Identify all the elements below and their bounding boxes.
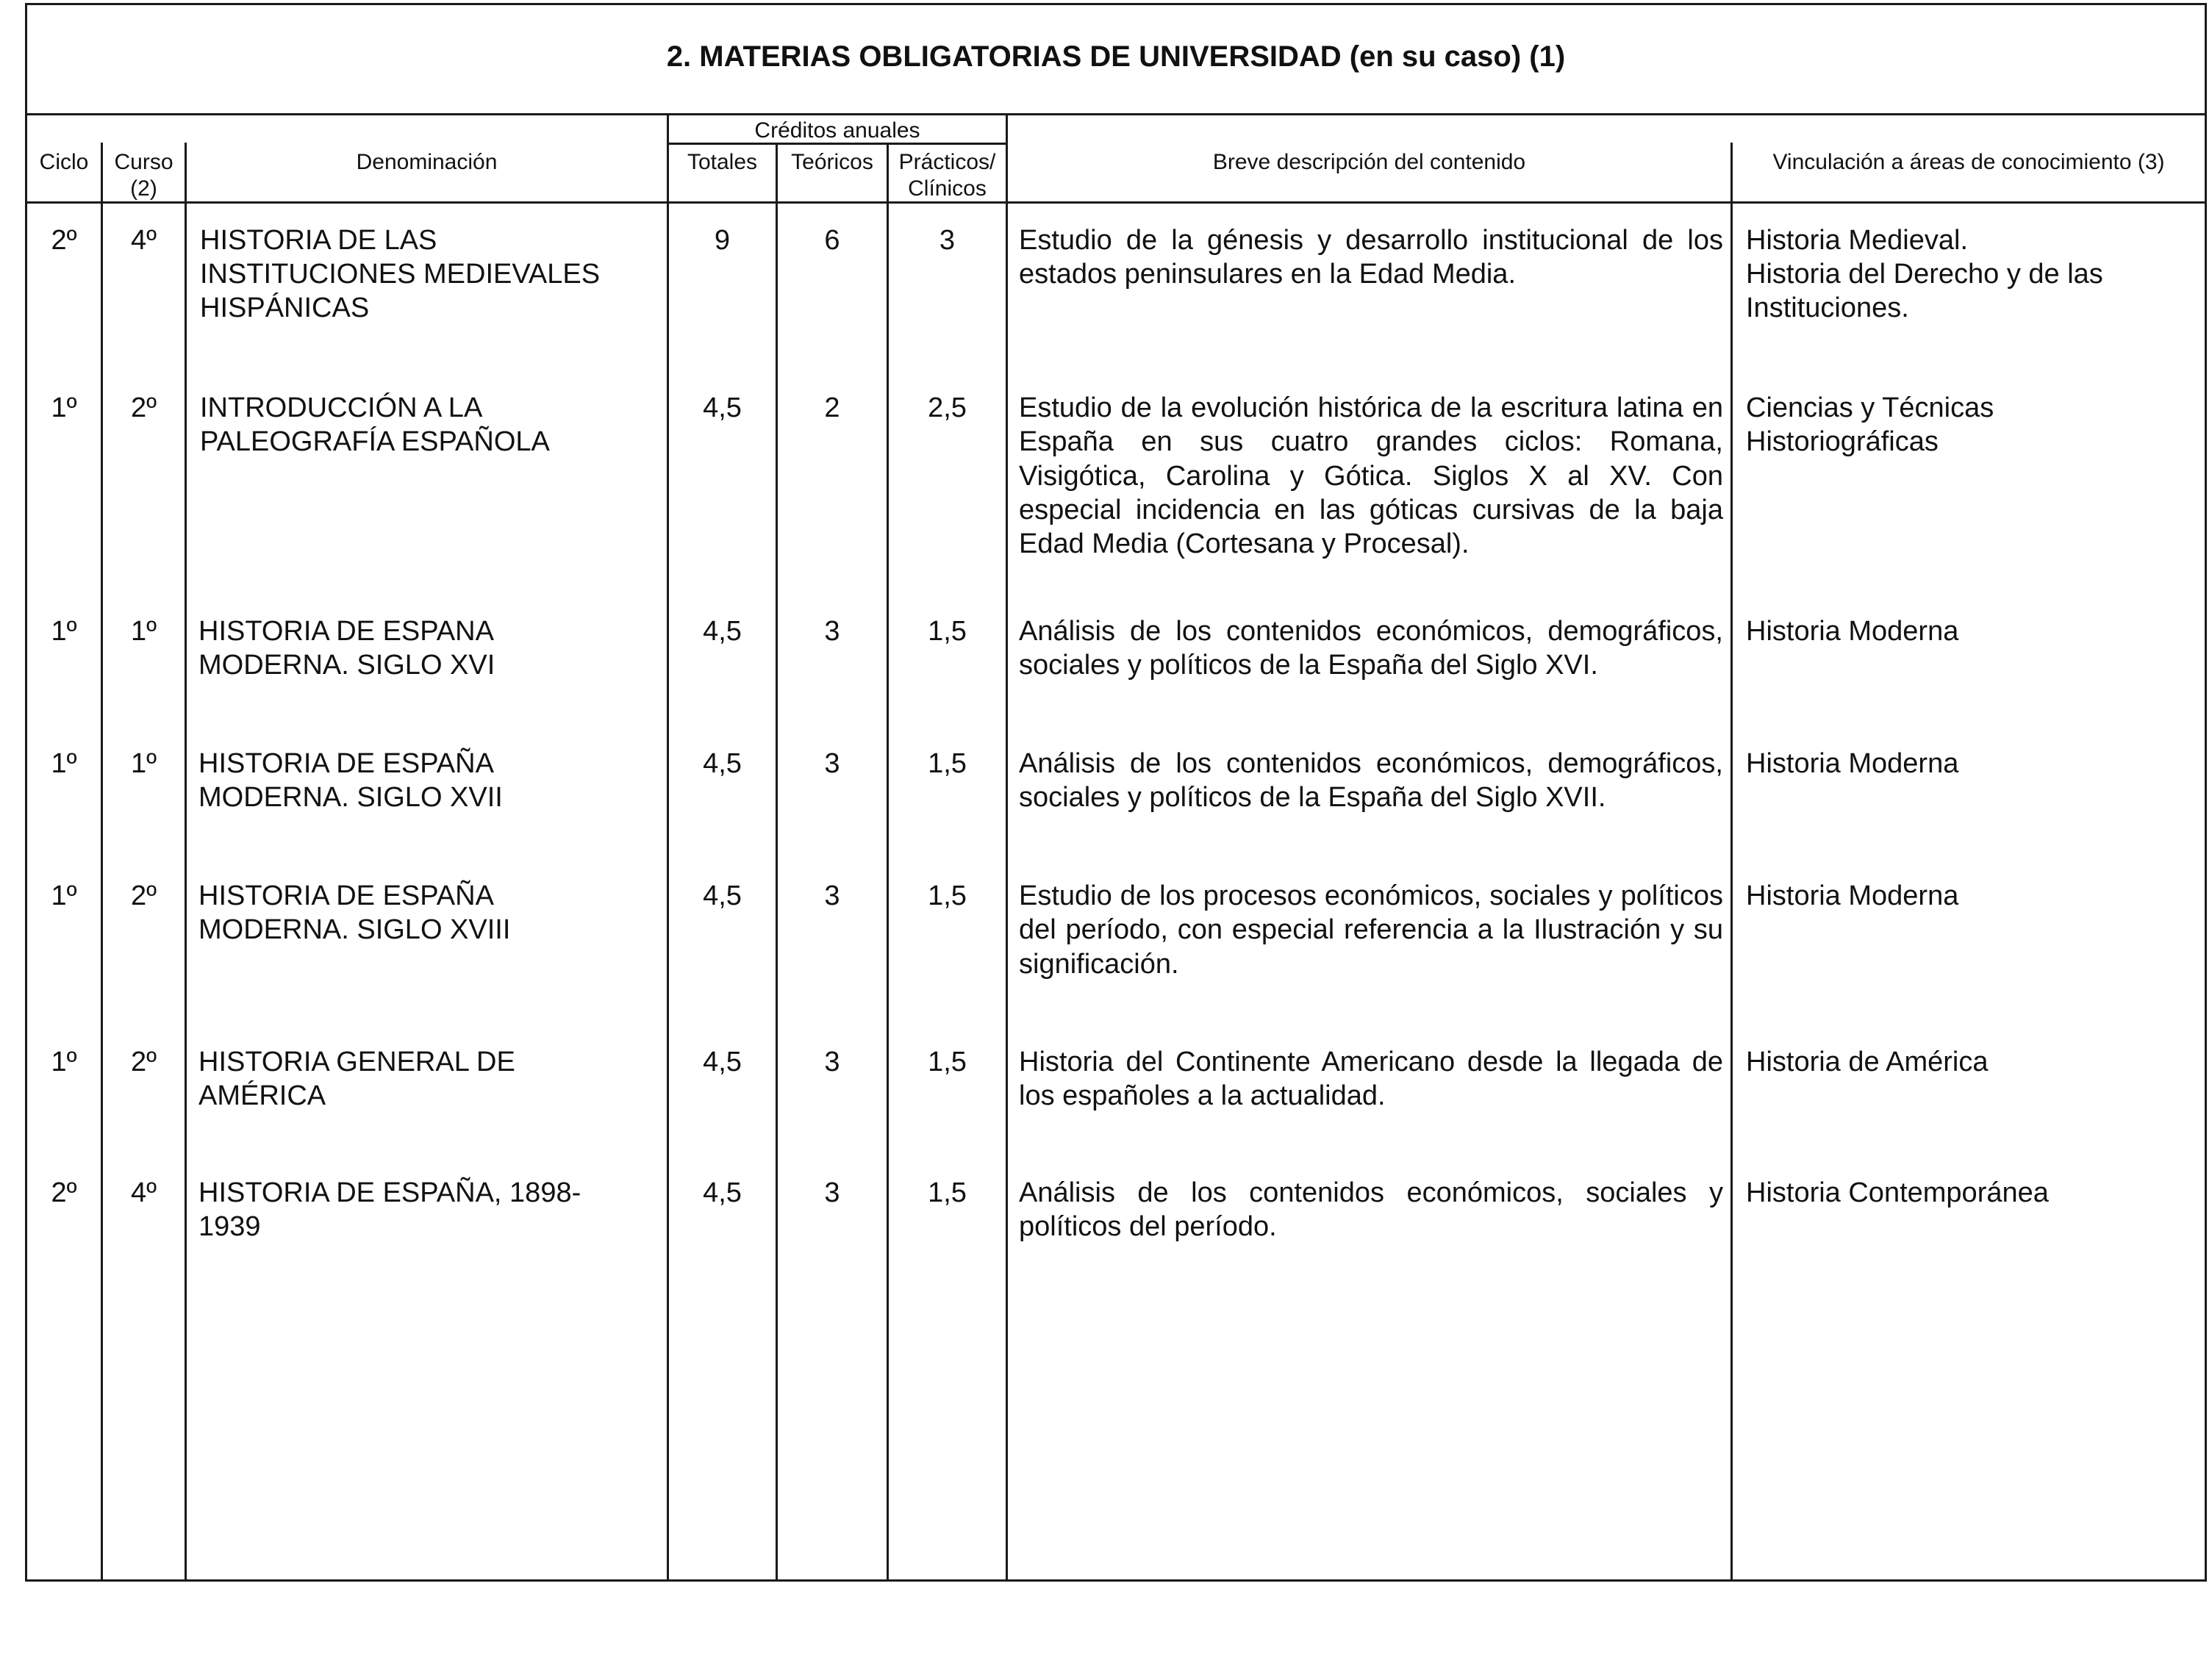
header-curso-note: (2) (130, 176, 157, 201)
cell-ciclo: 1º (51, 880, 77, 911)
cell-denominacion-line: HISTORIA GENERAL DE (198, 1047, 515, 1077)
cell-denominacion-line: MODERNA. SIGLO XVI (198, 650, 495, 681)
cell-totales: 4,5 (703, 616, 742, 647)
col-line-practicos (1006, 113, 1008, 1582)
cell-vinculacion-line: Historia Moderna (1746, 748, 1959, 779)
cell-totales: 4,5 (703, 1047, 742, 1077)
col-line-ciclo (101, 143, 103, 1582)
cell-practicos: 1,5 (928, 1177, 967, 1208)
cell-curso: 4º (130, 225, 157, 256)
cell-descripcion: Historia del Continente Americano desde la llegada de los españoles a la actualidad. (1019, 1047, 1723, 1112)
cell-practicos: 1,5 (928, 748, 967, 779)
header-descripcion: Breve descripción del contenido (1212, 150, 1526, 174)
cell-teoricos: 2 (824, 392, 840, 423)
cell-vinculacion-line: Historia Moderna (1746, 880, 1959, 911)
cell-vinculacion-line: Historiográficas (1746, 426, 1939, 457)
cell-denominacion-line: AMÉRICA (198, 1080, 326, 1111)
cell-teoricos: 3 (824, 748, 840, 779)
cell-vinculacion-line: Historia del Derecho y de las (1746, 259, 2103, 290)
cell-ciclo: 1º (51, 1047, 77, 1077)
cell-descripcion: Estudio de la evolución histórica de la escritura latina en España en sus cuatro grandes ciclos: Romana, Visigótica, Carolina y Gótica. Siglos X al XV. Con especial incidencia en las góticas cursivas de la baja Edad Media (Cortesana y Procesal). (1019, 392, 1723, 560)
cell-vinculacion-line: Instituciones. (1746, 293, 1909, 323)
cell-denominacion-line: MODERNA. SIGLO XVIII (198, 914, 511, 945)
cell-descripcion: Análisis de los contenidos económicos, demográficos, sociales y políticos de la España del Siglo XVII. (1019, 748, 1723, 814)
cell-denominacion-line: INSTITUCIONES MEDIEVALES (200, 259, 601, 290)
header-ciclo: Ciclo (39, 150, 89, 174)
page-title: 2. MATERIAS OBLIGATORIAS DE UNIVERSIDAD (en su caso) (1) (666, 40, 1566, 73)
cell-practicos: 1,5 (928, 616, 967, 647)
header-totales: Totales (687, 150, 758, 174)
header-clinicos: Clínicos (908, 176, 987, 201)
cell-ciclo: 1º (51, 748, 77, 779)
header-practicos: Prácticos/ (898, 150, 996, 174)
cell-totales: 9 (714, 225, 731, 256)
col-line-descripcion (1730, 143, 1733, 1582)
header-separator (25, 201, 2207, 204)
cell-denominacion-line: HISTORIA DE ESPANA (198, 616, 494, 647)
cell-teoricos: 3 (824, 1177, 840, 1208)
cell-vinculacion-line: Historia Contemporánea (1746, 1177, 2049, 1208)
frame-bottom (25, 1579, 2207, 1582)
cell-curso: 4º (130, 1177, 157, 1208)
cell-descripcion: Estudio de la génesis y desarrollo institucional de los estados peninsulares en la Edad Media. (1019, 225, 1723, 290)
cell-denominacion-line: INTRODUCCIÓN A LA (200, 392, 483, 423)
cell-vinculacion-line: Historia Medieval. (1746, 225, 1968, 256)
col-line-totales (776, 143, 778, 1582)
col-line-denominacion (667, 113, 669, 1582)
cell-vinculacion-line: Historia Moderna (1746, 616, 1959, 647)
cell-denominacion-line: HISTORIA DE ESPAÑA, 1898- (198, 1177, 581, 1208)
frame-right (2205, 3, 2207, 1582)
cell-curso: 2º (130, 880, 157, 911)
cell-practicos: 2,5 (928, 392, 967, 423)
col-line-curso (185, 143, 187, 1582)
cell-ciclo: 1º (51, 392, 77, 423)
frame-top (25, 3, 2207, 5)
cell-curso: 2º (130, 1047, 157, 1077)
cell-totales: 4,5 (703, 748, 742, 779)
cell-denominacion-line: 1939 (198, 1211, 261, 1242)
cell-curso: 1º (130, 616, 157, 647)
header-teoricos: Teóricos (791, 150, 873, 174)
col-line-teoricos (887, 143, 889, 1582)
cell-ciclo: 2º (51, 225, 77, 256)
cell-denominacion-line: HISPÁNICAS (200, 293, 370, 323)
cell-teoricos: 3 (824, 1047, 840, 1077)
cell-descripcion: Análisis de los contenidos económicos, demográficos, sociales y políticos de la España del Siglo XVI. (1019, 616, 1723, 681)
title-separator (25, 113, 2207, 115)
cell-ciclo: 1º (51, 616, 77, 647)
cell-denominacion-line: MODERNA. SIGLO XVII (198, 782, 503, 813)
cell-denominacion-line: HISTORIA DE ESPAÑA (198, 748, 494, 779)
cell-practicos: 3 (939, 225, 956, 256)
cell-totales: 4,5 (703, 1177, 742, 1208)
cell-descripcion: Estudio de los procesos económicos, sociales y políticos del período, con especial referencia a la Ilustración y su significación. (1019, 880, 1723, 980)
cell-vinculacion-line: Historia de América (1746, 1047, 1989, 1077)
cell-vinculacion-line: Ciencias y Técnicas (1746, 392, 1994, 423)
header-curso: Curso (114, 150, 173, 174)
cell-teoricos: 3 (824, 880, 840, 911)
cell-teoricos: 6 (824, 225, 840, 256)
cell-teoricos: 3 (824, 616, 840, 647)
cell-denominacion-line: HISTORIA DE ESPAÑA (198, 880, 494, 911)
header-denominacion: Denominación (356, 150, 498, 174)
cell-totales: 4,5 (703, 880, 742, 911)
cell-practicos: 1,5 (928, 880, 967, 911)
cell-practicos: 1,5 (928, 1047, 967, 1077)
cell-denominacion-line: PALEOGRAFÍA ESPAÑOLA (200, 426, 550, 457)
header-vinculacion: Vinculación a áreas de conocimiento (3) (1772, 150, 2165, 174)
cell-denominacion-line: HISTORIA DE LAS (200, 225, 437, 256)
cell-ciclo: 2º (51, 1177, 77, 1208)
cell-curso: 2º (130, 392, 157, 423)
cell-totales: 4,5 (703, 392, 742, 423)
cell-descripcion: Análisis de los contenidos económicos, sociales y políticos del período. (1019, 1177, 1723, 1243)
cell-curso: 1º (130, 748, 157, 779)
header-creditos-anuales: Créditos anuales (754, 118, 920, 143)
